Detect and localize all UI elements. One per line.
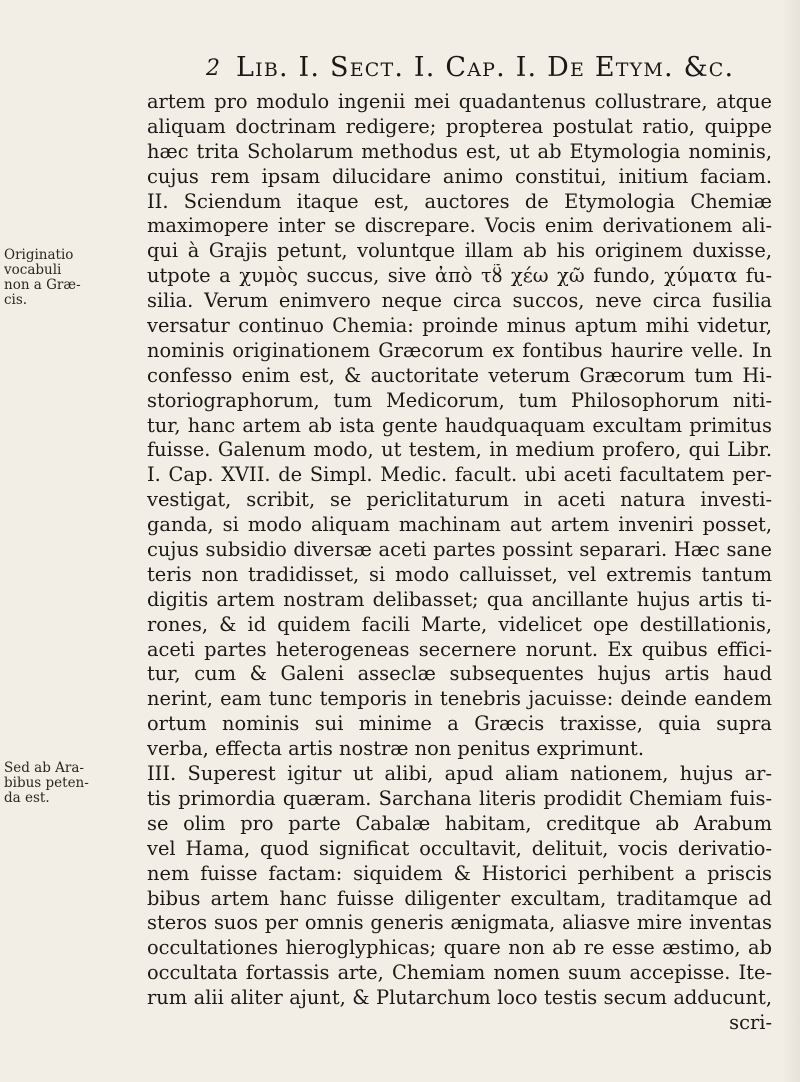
text-line: bibus artem hanc fuisse diligenter excultam, traditamque ad (147, 886, 772, 910)
text-line: digitis artem nostram delibasset; qua ancillante hujus artis ti- (147, 587, 772, 611)
body-text (147, 90, 772, 1036)
text-line: occultationes hieroglyphicas; quare non ab re esse æstimo, ab (147, 936, 772, 960)
text-line: maximopere inter se discrepare. Vocis enim derivationem ali- (147, 214, 772, 238)
text-line: rum alii aliter ajunt, & Plutarchum loco testis secum adducunt, (147, 986, 772, 1010)
text-line: teris non tradidisset, si modo calluisset, vel extremis tantum (147, 562, 772, 586)
text-line: steros suos per omnis generis ænigmata, aliasve mire inventas (147, 911, 772, 935)
text-line: cujus rem ipsam dilucidare animo constitui, initium faciam. (147, 164, 772, 188)
margin-note-originatio (4, 248, 130, 308)
text-line: storiographorum, tum Medicorum, tum Philosophorum niti- (147, 388, 772, 412)
text-line: confesso enim est, & auctoritate veterum Græcorum tum Hi- (147, 363, 772, 387)
text-line: nerint, eam tunc temporis in tenebris jacuisse: deinde eandem (147, 687, 772, 711)
text-line: aceti partes heterogeneas secernere norunt. Ex quibus effici- (147, 637, 772, 661)
text-line: qui à Grajis petunt, voluntque illam ab his originem duxisse, (147, 239, 772, 263)
text-line: tur, hanc artem ab ista gente haudquaquam excultam primitus (147, 413, 772, 437)
page-header (0, 52, 800, 88)
text-line: II. Sciendum itaque est, auctores de Etymologia Chemiæ (147, 189, 772, 213)
text-line: I. Cap. XVII. de Simpl. Medic. facult. ubi aceti facultatem per- (147, 463, 772, 487)
text-line: ortum nominis sui minime a Græcis traxisse, quia supra (147, 712, 772, 736)
running-head: Lib. I. Sect. I. Cap. I. De Etym. &c. (236, 52, 735, 83)
page-number: 2 (206, 56, 220, 81)
margin-note-line: non a Græ- (4, 277, 81, 293)
margin-note-line: cis. (4, 292, 28, 308)
text-line: aliquam doctrinam redigere; propterea postulat ratio, quippe (147, 114, 772, 138)
text-line: rones, & id quidem facili Marte, videlicet ope destillationis, (147, 612, 772, 636)
text-line: artem pro modulo ingenii mei quadantenus collustrare, atque (147, 90, 772, 113)
margin-note-line: Originatio (4, 247, 74, 263)
margin-note-arabibus (4, 761, 130, 806)
text-line: nem fuisse factam: siquidem & Historici perhibent a priscis (147, 861, 772, 885)
text-line: occultata fortassis arte, Chemiam nomen suum accepisse. Ite- (147, 961, 772, 985)
text-line: ganda, si modo aliquam machinam aut artem inveniri posset, (147, 513, 772, 537)
text-line: tis primordia quæram. Sarchana literis prodidit Chemiam fuis- (147, 786, 772, 810)
catchword: scri- (729, 1010, 772, 1034)
text-line: nominis originationem Græcorum ex fontibus haurire velle. In (147, 338, 772, 362)
text-line: versatur continuo Chemia: proinde minus aptum mihi videtur, (147, 314, 772, 338)
text-line: utpote a χυμὸς succus, sive ἀπὸ τȣ̃ χέω χῶ fundo, χύματα fu- (147, 264, 772, 288)
text-line: III. Superest igitur ut alibi, apud aliam nationem, hujus ar- (147, 762, 772, 786)
margin-note-line: vocabuli (4, 262, 62, 278)
margin-note-line: Sed ab Ara- (4, 760, 84, 776)
margin-note-line: da est. (4, 790, 50, 806)
text-line: silia. Verum enimvero neque circa succos, neve circa fusilia (147, 289, 772, 313)
margin-note-line: bibus peten- (4, 775, 89, 791)
page-edge-shadow (782, 0, 800, 1082)
text-line: tur, cum & Galeni asseclæ subsequentes hujus artis haud (147, 662, 772, 686)
text-line: vestigat, scribit, se periclitaturum in aceti natura investi- (147, 488, 772, 512)
text-line: fuisse. Galenum modo, ut testem, in medium profero, qui Libr. (147, 438, 772, 462)
text-line: vel Hama, quod significat occultavit, delituit, vocis derivatio- (147, 836, 772, 860)
text-line: verba, effecta artis nostræ non penitus exprimunt. (147, 737, 645, 761)
text-line: cujus subsidio diversæ aceti partes possint separari. Hæc sane (147, 538, 772, 562)
text-line: se olim pro parte Cabalæ habitam, creditque ab Arabum (147, 811, 772, 835)
text-line: hæc trita Scholarum methodus est, ut ab Etymologia nominis, (147, 139, 772, 163)
